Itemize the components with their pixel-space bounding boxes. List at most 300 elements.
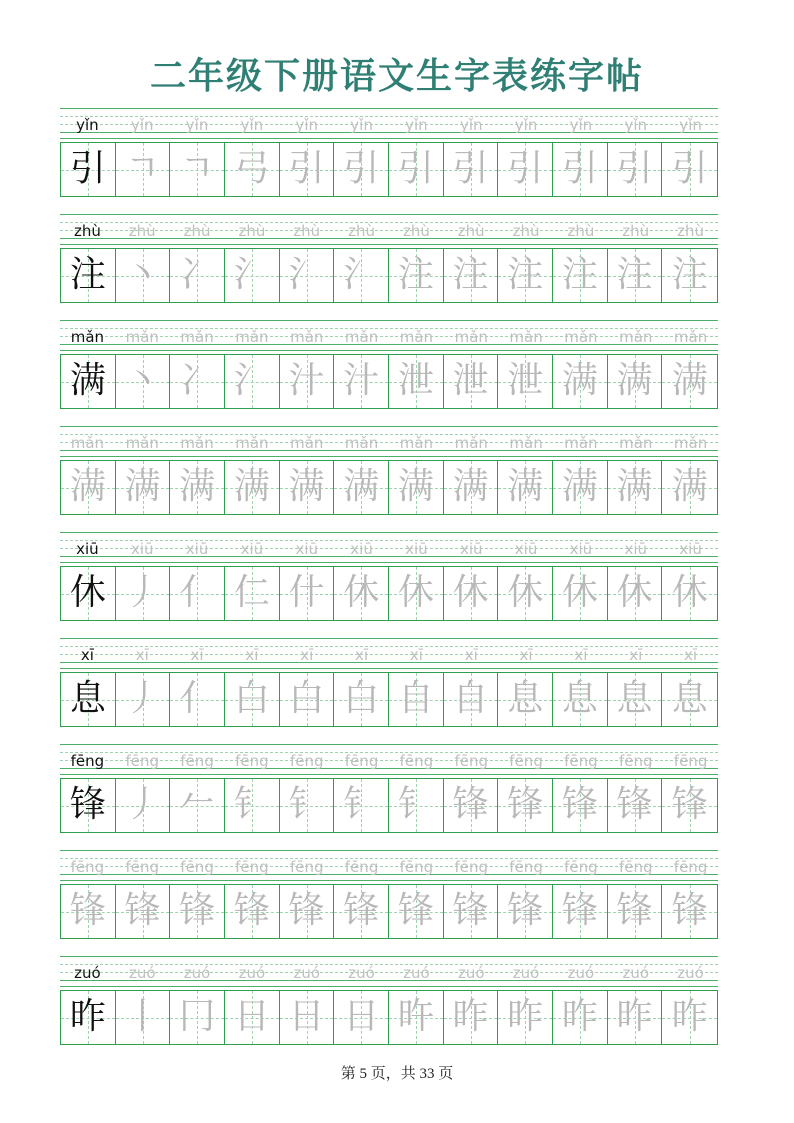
trace-character: 氵 <box>343 254 380 295</box>
pinyin-trace: mǎn <box>564 434 598 452</box>
tianzige-cell <box>334 673 389 726</box>
trace-character: 满 <box>69 466 106 507</box>
practice-row <box>60 530 718 636</box>
pinyin-trace: yǐn <box>295 116 319 134</box>
trace-character: 亻 <box>179 572 216 613</box>
tianzige-cell <box>553 673 608 726</box>
tianzige-cell <box>334 461 389 514</box>
tianzige-cell <box>553 991 608 1044</box>
trace-character: 钅 <box>397 784 434 825</box>
pinyin-trace: fēng <box>125 858 160 876</box>
pinyin-label: zhù <box>73 222 101 240</box>
tianzige-cell <box>553 249 608 302</box>
trace-character: 钅 <box>288 784 325 825</box>
trace-character: 锋 <box>69 890 106 931</box>
tianzige-cell <box>444 567 499 620</box>
tianzige-cell <box>334 779 389 832</box>
pinyin-band <box>60 320 718 351</box>
trace-character: 息 <box>561 678 598 719</box>
tianzige-cell <box>116 249 171 302</box>
pinyin-label: yǐn <box>76 116 99 134</box>
pinyin-trace: xī <box>190 646 204 664</box>
trace-character: 满 <box>671 360 708 401</box>
tianzige-cell <box>170 991 225 1044</box>
trace-character: 日 <box>233 996 270 1037</box>
trace-character: 白 <box>233 678 270 719</box>
trace-character: 满 <box>561 466 598 507</box>
pinyin-trace: xī <box>464 646 478 664</box>
trace-character: 丿 <box>124 678 161 719</box>
tianzige-grid <box>60 672 718 727</box>
trace-character: 引 <box>507 148 544 189</box>
trace-character: 满 <box>671 466 708 507</box>
tianzige-cell <box>498 249 553 302</box>
tianzige-cell <box>662 885 717 938</box>
tianzige-cell <box>225 885 280 938</box>
tianzige-cell <box>389 673 444 726</box>
pinyin-band <box>60 532 718 563</box>
tianzige-cell <box>608 567 663 620</box>
tianzige-grid <box>60 566 718 621</box>
trace-character: 休 <box>452 572 489 613</box>
tianzige-cell <box>225 249 280 302</box>
pinyin-trace: yǐn <box>624 116 648 134</box>
trace-character: 引 <box>561 148 598 189</box>
tianzige-cell <box>662 673 717 726</box>
pinyin-trace: mǎn <box>509 434 543 452</box>
tianzige-cell <box>61 249 116 302</box>
trace-character: 满 <box>343 466 380 507</box>
trace-character: 昨 <box>507 996 544 1037</box>
pinyin-trace: yǐn <box>350 116 373 134</box>
tianzige-cell <box>225 673 280 726</box>
tianzige-cell <box>334 991 389 1044</box>
practice-row <box>60 848 718 954</box>
pinyin-trace: fēng <box>673 858 708 876</box>
tianzige-cell <box>608 355 663 408</box>
trace-character: 自 <box>452 678 489 719</box>
tianzige-cell <box>608 249 663 302</box>
pinyin-trace: yǐn <box>459 116 483 134</box>
trace-character: 𠂉 <box>179 784 216 825</box>
trace-character: 什 <box>288 572 325 613</box>
tianzige-cell <box>225 779 280 832</box>
pinyin-trace: fēng <box>454 752 489 770</box>
pinyin-trace: mǎn <box>509 328 543 346</box>
tianzige-cell <box>662 143 717 196</box>
trace-character: 注 <box>452 254 489 295</box>
tianzige-cell <box>608 143 663 196</box>
trace-character: 锋 <box>233 890 270 931</box>
tianzige-cell <box>498 991 553 1044</box>
tianzige-cell <box>608 991 663 1044</box>
pinyin-trace: zhù <box>128 222 156 240</box>
pinyin-band <box>60 850 718 881</box>
pinyin-trace: xī <box>300 646 314 664</box>
trace-character: 氵 <box>233 360 270 401</box>
trace-character: 汁 <box>343 360 380 401</box>
trace-character: 旿 <box>397 996 434 1037</box>
pinyin-trace: mǎn <box>290 434 324 452</box>
trace-character: 满 <box>179 466 216 507</box>
tianzige-cell <box>116 567 171 620</box>
tianzige-cell <box>61 567 116 620</box>
pinyin-trace: zuó <box>238 964 266 982</box>
trace-character: 锋 <box>343 890 380 931</box>
trace-character: 满 <box>616 466 653 507</box>
tianzige-cell <box>225 567 280 620</box>
trace-character: 昨 <box>616 996 653 1037</box>
pinyin-trace: xiū <box>295 540 319 558</box>
trace-character: 满 <box>233 466 270 507</box>
pinyin-trace: fēng <box>235 858 269 876</box>
tianzige-cell <box>116 461 171 514</box>
pinyin-trace: xī <box>574 646 588 664</box>
tianzige-cell <box>334 355 389 408</box>
tianzige-cell <box>444 355 499 408</box>
trace-character: 锋 <box>561 890 598 931</box>
tianzige-cell <box>170 143 225 196</box>
pinyin-label: zuó <box>74 964 101 982</box>
trace-character: 注 <box>507 254 544 295</box>
tianzige-cell <box>608 461 663 514</box>
tianzige-cell <box>280 249 335 302</box>
tianzige-cell <box>553 143 608 196</box>
tianzige-grid <box>60 460 718 515</box>
pinyin-trace: zuó <box>512 964 540 982</box>
tianzige-cell <box>662 779 717 832</box>
tianzige-grid <box>60 778 718 833</box>
pinyin-trace: fēng <box>125 752 160 770</box>
tianzige-cell <box>61 991 116 1044</box>
trace-character: 白 <box>343 678 380 719</box>
tianzige-cell <box>225 461 280 514</box>
pinyin-trace: yǐn <box>405 116 428 134</box>
trace-character: 白 <box>288 678 325 719</box>
trace-character: 休 <box>507 572 544 613</box>
pinyin-trace: zuó <box>457 964 485 982</box>
practice-sheet <box>60 106 718 1060</box>
tianzige-cell <box>389 249 444 302</box>
tianzige-cell <box>608 885 663 938</box>
trace-character: 锋 <box>507 890 544 931</box>
tianzige-cell <box>170 779 225 832</box>
pinyin-trace: fēng <box>673 752 708 770</box>
tianzige-cell <box>280 143 335 196</box>
trace-character: 引 <box>397 148 434 189</box>
pinyin-trace: fēng <box>344 752 379 770</box>
model-character: 锋 <box>69 784 106 825</box>
pinyin-trace: mǎn <box>125 328 159 346</box>
pinyin-trace: fēng <box>344 858 379 876</box>
trace-character: 满 <box>507 466 544 507</box>
pinyin-band <box>60 638 718 669</box>
pinyin-trace: zuó <box>348 964 375 982</box>
tianzige-cell <box>389 143 444 196</box>
model-character: 昨 <box>69 996 106 1037</box>
tianzige-cell <box>61 355 116 408</box>
trace-character: 冫 <box>179 254 216 295</box>
page-number: 第 5 页，共 33 页 <box>340 1066 454 1082</box>
trace-character: 日 <box>288 996 325 1037</box>
trace-character: 丿 <box>124 572 161 613</box>
trace-character: 亻 <box>179 678 216 719</box>
pinyin-trace: yǐn <box>130 116 154 134</box>
model-character: 满 <box>69 360 106 401</box>
tianzige-cell <box>334 885 389 938</box>
pinyin-trace: xiū <box>624 540 648 558</box>
trace-character: 锋 <box>616 890 653 931</box>
trace-character: 汁 <box>288 360 325 401</box>
pinyin-trace: fēng <box>70 858 105 876</box>
pinyin-trace: mǎn <box>180 434 214 452</box>
tianzige-cell <box>498 355 553 408</box>
trace-character: 冂 <box>179 996 216 1037</box>
tianzige-cell <box>334 567 389 620</box>
tianzige-cell <box>170 567 225 620</box>
tianzige-cell <box>389 991 444 1044</box>
tianzige-cell <box>61 673 116 726</box>
tianzige-cell <box>280 991 335 1044</box>
tianzige-cell <box>498 779 553 832</box>
tianzige-cell <box>553 885 608 938</box>
tianzige-cell <box>553 355 608 408</box>
tianzige-cell <box>389 885 444 938</box>
pinyin-trace: zuó <box>567 964 595 982</box>
trace-character: 注 <box>671 254 708 295</box>
pinyin-trace: zhù <box>457 222 485 240</box>
tianzige-cell <box>389 567 444 620</box>
tianzige-cell <box>498 885 553 938</box>
trace-character: 丶 <box>124 254 161 295</box>
pinyin-label: xiū <box>76 540 99 558</box>
tianzige-cell <box>225 991 280 1044</box>
pinyin-trace: zhù <box>512 222 540 240</box>
trace-character: 昨 <box>671 996 708 1037</box>
tianzige-cell <box>662 991 717 1044</box>
pinyin-band <box>60 744 718 775</box>
pinyin-trace: fēng <box>289 858 324 876</box>
trace-character: 注 <box>616 254 653 295</box>
trace-character: 注 <box>561 254 598 295</box>
trace-character: 息 <box>616 678 653 719</box>
trace-character: 休 <box>343 572 380 613</box>
tianzige-cell <box>280 673 335 726</box>
tianzige-cell <box>444 143 499 196</box>
pinyin-band <box>60 108 718 139</box>
tianzige-grid <box>60 990 718 1045</box>
pinyin-trace: xiū <box>679 540 702 558</box>
tianzige-cell <box>61 143 116 196</box>
pinyin-band <box>60 214 718 245</box>
tianzige-cell <box>170 461 225 514</box>
tianzige-cell <box>444 885 499 938</box>
pinyin-trace: xī <box>519 646 533 664</box>
pinyin-trace: fēng <box>399 858 434 876</box>
pinyin-trace: fēng <box>454 858 489 876</box>
tianzige-cell <box>170 355 225 408</box>
trace-character: 注 <box>397 254 434 295</box>
pinyin-trace: xiū <box>569 540 593 558</box>
tianzige-cell <box>225 355 280 408</box>
tianzige-cell <box>116 885 171 938</box>
pinyin-trace: mǎn <box>344 328 379 346</box>
pinyin-trace: fēng <box>564 858 598 876</box>
tianzige-grid <box>60 248 718 303</box>
pinyin-trace: yǐn <box>514 116 538 134</box>
trace-character: ㄱ <box>125 148 160 189</box>
trace-character: 锋 <box>452 784 489 825</box>
trace-character: 满 <box>288 466 325 507</box>
pinyin-trace: mǎn <box>70 434 105 452</box>
tianzige-cell <box>334 249 389 302</box>
trace-character: 引 <box>616 148 653 189</box>
trace-character: 引 <box>671 148 708 189</box>
pinyin-trace: mǎn <box>125 434 159 452</box>
tianzige-cell <box>444 461 499 514</box>
pinyin-trace: fēng <box>235 752 269 770</box>
trace-character: 满 <box>124 466 161 507</box>
pinyin-trace: xiū <box>514 540 538 558</box>
pinyin-trace: fēng <box>180 858 214 876</box>
tianzige-cell <box>280 885 335 938</box>
tianzige-cell <box>498 143 553 196</box>
pinyin-trace: zhù <box>238 222 266 240</box>
pinyin-trace: zhù <box>402 222 430 240</box>
tianzige-cell <box>389 779 444 832</box>
tianzige-cell <box>116 779 171 832</box>
trace-character: 仁 <box>233 572 270 613</box>
tianzige-cell <box>170 249 225 302</box>
trace-character: 锋 <box>288 890 325 931</box>
tianzige-cell <box>280 779 335 832</box>
practice-row <box>60 954 718 1060</box>
practice-row <box>60 424 718 530</box>
pinyin-trace: xiū <box>185 540 209 558</box>
trace-character: 锋 <box>507 784 544 825</box>
trace-character: 满 <box>397 466 434 507</box>
pinyin-trace: mǎn <box>564 328 598 346</box>
pinyin-trace: yǐn <box>185 116 209 134</box>
trace-character: 锋 <box>616 784 653 825</box>
trace-character: 泄 <box>507 360 544 401</box>
pinyin-label: mǎn <box>70 328 105 346</box>
pinyin-trace: zhù <box>293 222 321 240</box>
practice-row <box>60 106 718 212</box>
tianzige-cell <box>553 779 608 832</box>
tianzige-cell <box>170 885 225 938</box>
pinyin-trace: xī <box>135 646 149 664</box>
pinyin-trace: zhù <box>183 222 211 240</box>
trace-character: 氵 <box>288 254 325 295</box>
trace-character: 丨 <box>124 996 161 1037</box>
pinyin-trace: xī <box>684 646 698 664</box>
tianzige-cell <box>662 461 717 514</box>
pinyin-trace: mǎn <box>673 328 708 346</box>
pinyin-trace: zuó <box>293 964 321 982</box>
tianzige-cell <box>444 991 499 1044</box>
trace-character: 锋 <box>561 784 598 825</box>
pinyin-trace: zuó <box>677 964 704 982</box>
tianzige-cell <box>61 885 116 938</box>
pinyin-trace: xiū <box>130 540 154 558</box>
trace-character: 弓 <box>233 148 270 189</box>
trace-character: 冫 <box>179 360 216 401</box>
tianzige-cell <box>116 143 171 196</box>
tianzige-cell <box>608 779 663 832</box>
pinyin-trace: fēng <box>509 752 543 770</box>
trace-character: 锋 <box>452 890 489 931</box>
model-character: 引 <box>69 148 106 189</box>
model-character: 休 <box>69 572 106 613</box>
tianzige-cell <box>116 991 171 1044</box>
tianzige-cell <box>116 355 171 408</box>
trace-character: 泄 <box>397 360 434 401</box>
trace-character: 休 <box>616 572 653 613</box>
tianzige-cell <box>170 673 225 726</box>
trace-character: 昨 <box>452 996 489 1037</box>
trace-character: 满 <box>452 466 489 507</box>
trace-character: 引 <box>452 148 489 189</box>
pinyin-trace: zhù <box>622 222 650 240</box>
pinyin-trace: xiū <box>405 540 428 558</box>
pinyin-band <box>60 426 718 457</box>
trace-character: 息 <box>507 678 544 719</box>
trace-character: 锋 <box>397 890 434 931</box>
pinyin-trace: mǎn <box>235 434 269 452</box>
pinyin-trace: yǐn <box>569 116 593 134</box>
page-title: 二年级下册语文生字表练字帖 <box>149 55 644 97</box>
tianzige-cell <box>608 673 663 726</box>
pinyin-trace: zhù <box>567 222 595 240</box>
trace-character: 锋 <box>671 784 708 825</box>
pinyin-trace: mǎn <box>399 328 434 346</box>
model-character: 注 <box>69 254 106 295</box>
pinyin-trace: zuó <box>128 964 156 982</box>
pinyin-trace: xī <box>409 646 423 664</box>
trace-character: 昨 <box>561 996 598 1037</box>
trace-character: 休 <box>397 572 434 613</box>
tianzige-cell <box>498 567 553 620</box>
tianzige-cell <box>498 673 553 726</box>
trace-character: 息 <box>671 678 708 719</box>
pinyin-trace: fēng <box>618 858 653 876</box>
pinyin-trace: yǐn <box>240 116 264 134</box>
pinyin-trace: mǎn <box>619 434 653 452</box>
practice-row <box>60 212 718 318</box>
tianzige-grid <box>60 354 718 409</box>
pinyin-trace: mǎn <box>454 328 488 346</box>
tianzige-cell <box>662 567 717 620</box>
pinyin-trace: xī <box>245 646 259 664</box>
tianzige-cell <box>225 143 280 196</box>
pinyin-trace: yǐn <box>679 116 702 134</box>
trace-character: 引 <box>288 148 325 189</box>
pinyin-trace: xiū <box>350 540 373 558</box>
tianzige-cell <box>389 355 444 408</box>
pinyin-trace: zuó <box>403 964 430 982</box>
tianzige-cell <box>444 673 499 726</box>
tianzige-cell <box>444 249 499 302</box>
tianzige-cell <box>61 779 116 832</box>
pinyin-trace: zuó <box>183 964 211 982</box>
pinyin-label: fēng <box>70 752 105 770</box>
practice-row <box>60 636 718 742</box>
pinyin-trace: fēng <box>399 752 434 770</box>
pinyin-trace: zhù <box>677 222 705 240</box>
pinyin-trace: fēng <box>564 752 598 770</box>
trace-character: 锋 <box>124 890 161 931</box>
